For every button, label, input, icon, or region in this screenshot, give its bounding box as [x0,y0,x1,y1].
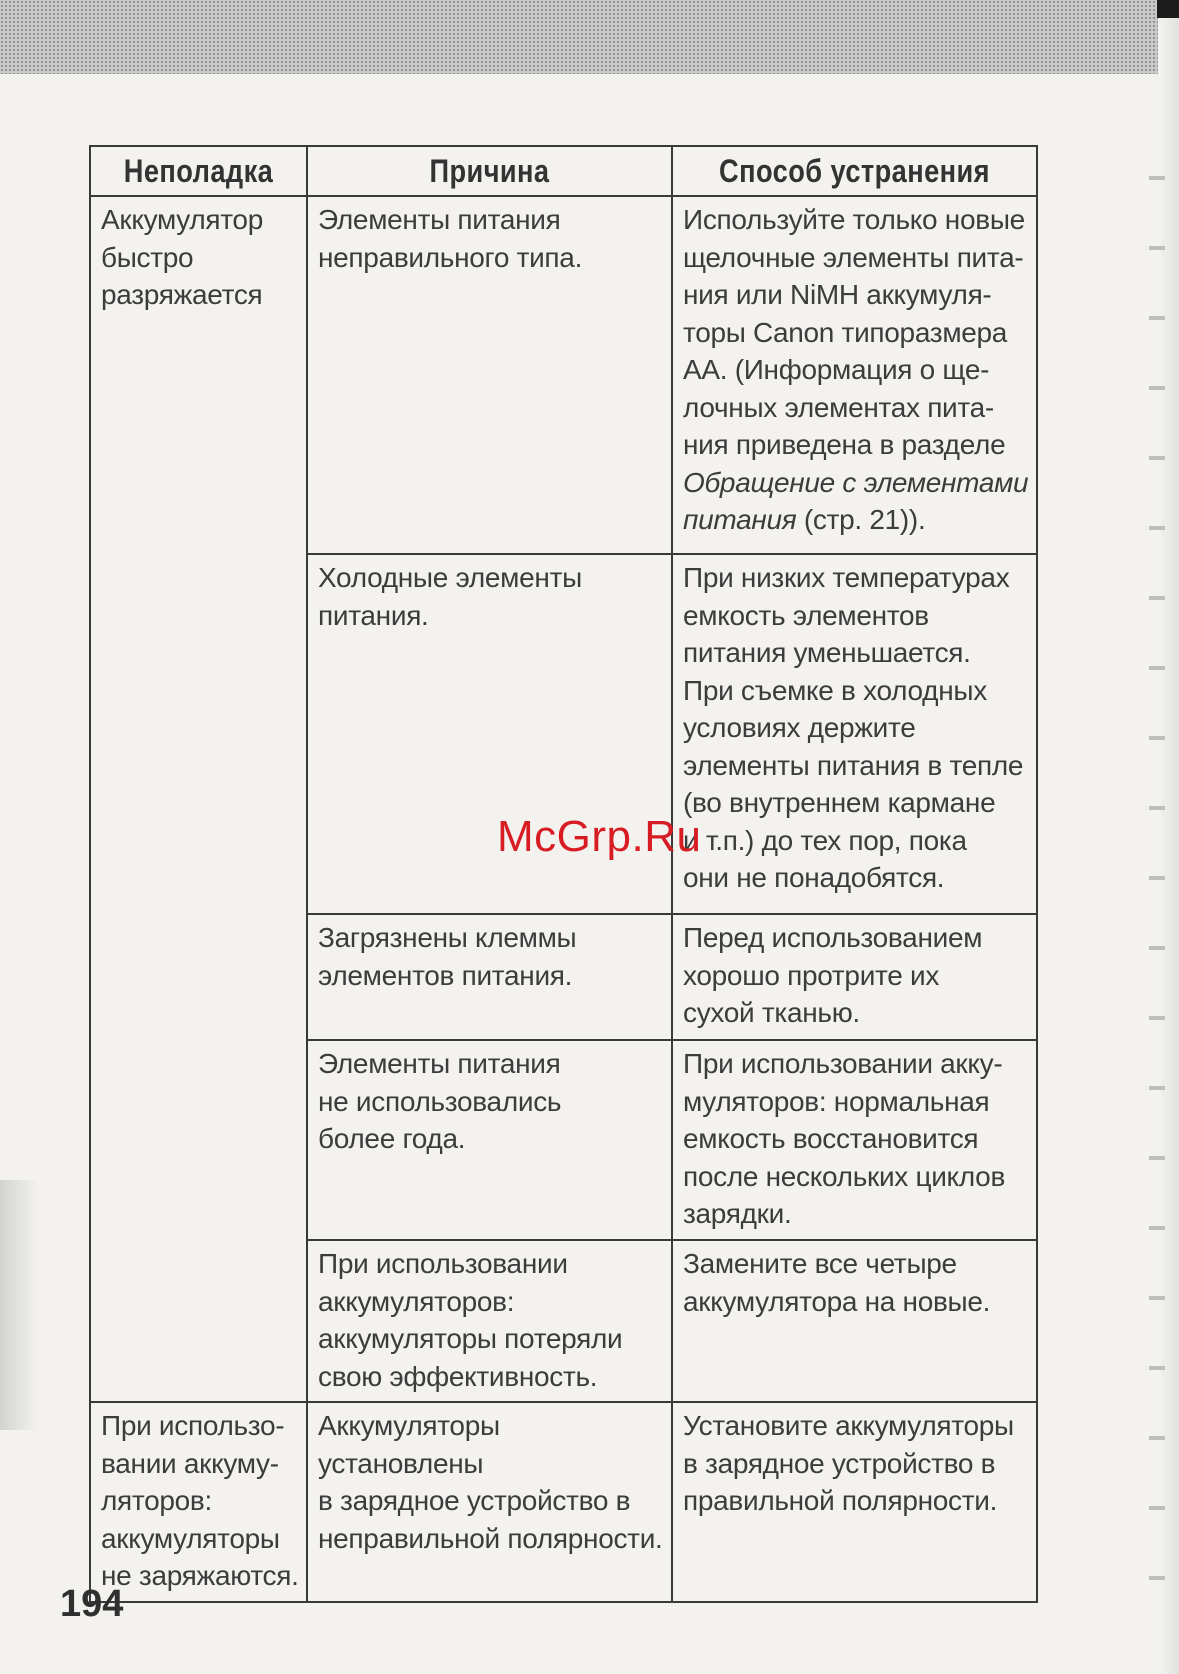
solution-cell [672,1040,1037,1240]
solution-cell [672,914,1037,1040]
problem-text: При использо- вании аккуму- ляторов: аккумуляторы не заряжаются. [101,1410,299,1591]
solution-text: Установите аккумуляторы в зарядное устройство в правильной полярности. [683,1410,1014,1516]
cause-text: Элементы питания неправильного типа. [318,204,583,273]
solution-text: При низких температурах емкость элементов питания уменьшается. При съемке в холодных условиях держите элементы питания в тепле (во внутреннем кармане и т.п.) до тех пор, пока они не понадобятся. [683,562,1024,893]
solution-cell [672,1240,1037,1402]
scan-margin-marks [1149,110,1165,1630]
header-cause: Причина [334,146,644,196]
page-number: 194 [60,1583,124,1625]
cause-text: Элементы питания не использовались более года. [318,1048,562,1154]
scan-shadow [0,1180,38,1430]
cause-text: Холодные элементы питания. [318,562,582,631]
solution-cell [672,1402,1037,1602]
table-header-row [90,146,1037,196]
solution-cell [672,554,1037,914]
problem-cell [90,196,307,1402]
problem-text: Аккумулятор быстро разряжается [101,204,263,310]
cause-cell [307,1040,672,1240]
solution-text: Перед использованием хорошо протрите их сухой тканью. [683,922,983,1028]
cause-text: Аккумуляторы установлены в зарядное устройство в неправильной полярности. [318,1410,663,1554]
solution-text [683,201,1030,539]
solution-text: Замените все четыре аккумулятора на новые. [683,1248,991,1317]
cause-text: При использовании аккумуляторов: аккумуляторы потеряли свою эффективность. [318,1248,623,1392]
scan-header-band [0,0,1158,74]
troubleshooting-table [89,145,1038,1603]
table-row [90,196,1037,554]
cause-cell [307,1240,672,1402]
scan-corner-mark [1157,0,1179,18]
solution-cell [672,196,1037,554]
solution-tail-text: (стр. 21)). [796,504,926,535]
header-problem: Неполадка [106,146,290,196]
problem-cell [90,1402,307,1602]
solution-main-text: Используйте только новые щелочные элементы пита- ния или NiMH аккумуля- торы Canon типоразмера АА. (Информация о ще- лочных элементах пита- ния приведена в разделе [683,204,1025,460]
cause-cell [307,1402,672,1602]
header-solution: Способ устранения [699,146,1009,196]
watermark: McGrp.Ru [497,812,702,861]
cause-cell [307,196,672,554]
solution-text: При использовании акку- муляторов: нормальная емкость восстановится после нескольких циклов зарядки. [683,1048,1006,1229]
solution-reference: Обращение с элементами питания [683,466,1029,535]
cause-cell [307,914,672,1040]
cause-text: Загрязнены клеммы элементов питания. [318,922,577,991]
table-row [90,1402,1037,1602]
